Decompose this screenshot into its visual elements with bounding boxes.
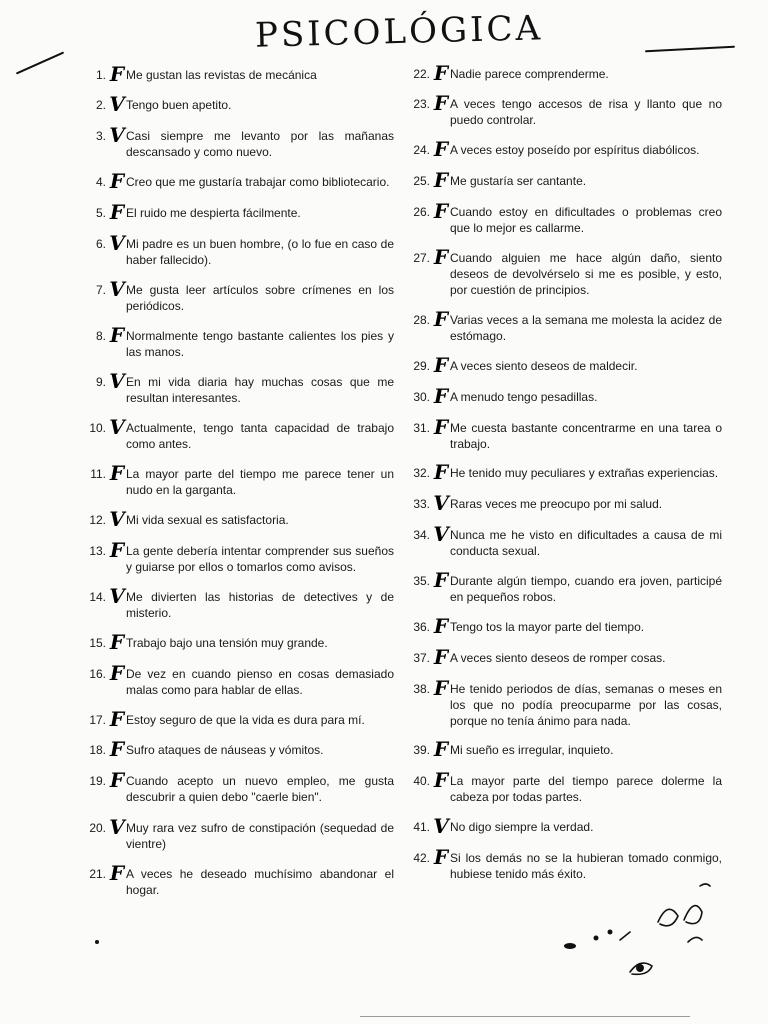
answer-mark: F — [109, 323, 125, 347]
question-text: Trabajo bajo una tensión muy grande. — [126, 636, 328, 650]
question-number: 11. — [90, 467, 106, 481]
pen-stroke-left — [16, 52, 64, 75]
answer-mark: F — [109, 62, 125, 86]
question-number: 21. — [89, 867, 106, 881]
answer-mark: V — [109, 507, 125, 531]
question-text: Creo que me gustaría trabajar como bibliotecario. — [126, 175, 390, 189]
question-number: 15. — [89, 636, 106, 650]
question-number: 31. — [413, 421, 430, 435]
question-number: 40. — [413, 774, 430, 788]
question-number: 13. — [89, 544, 106, 558]
question-text: Muy rara vez sufro de constipación (sequedad de vientre) — [126, 821, 394, 851]
question-number: 5. — [95, 206, 106, 220]
question-text: La mayor parte del tiempo parece dolerme la cabeza por todas partes. — [450, 774, 722, 804]
question-text: He tenido periodos de días, semanas o meses en los que no podía preocuparme por las cosas, porque no tenía ánimo para nada. — [450, 682, 722, 728]
question-text: Cuando estoy en dificultades o problemas creo que lo mejor es callarme. — [450, 205, 722, 235]
question-text: Me divierten las historias de detectives y de misterio. — [126, 590, 394, 620]
question-text: A menudo tengo pesadillas. — [450, 390, 598, 404]
answer-mark: F — [109, 538, 125, 562]
question-text: No digo siempre la verdad. — [450, 820, 594, 834]
question-number: 19. — [89, 774, 106, 788]
question-text: Cuando acepto un nuevo empleo, me gusta descubrir a quien debo "caerle bien". — [126, 774, 394, 804]
answer-mark: F — [109, 630, 125, 654]
question-text: Mi vida sexual es satisfactoria. — [126, 513, 289, 527]
question-text: Nunca me he visto en dificultades a causa de mi conducta sexual. — [450, 528, 722, 558]
question-text: De vez en cuando pienso en cosas demasiado malas como para hablar de ellas. — [126, 667, 394, 697]
question-number: 20. — [89, 821, 106, 835]
question-number: 18. — [89, 743, 106, 757]
page-edge-line — [360, 1016, 690, 1017]
question-text: Me cuesta bastante concentrarme en una tarea o trabajo. — [450, 421, 722, 451]
question-text: Tengo tos la mayor parte del tiempo. — [450, 620, 645, 634]
answer-mark: F — [433, 676, 449, 700]
answer-mark: F — [109, 768, 125, 792]
pen-stroke-right — [645, 46, 735, 53]
answer-mark: V — [109, 231, 125, 255]
answer-mark: V — [109, 815, 125, 839]
answer-mark: F — [433, 353, 449, 377]
answer-mark: F — [109, 200, 125, 224]
question-number: 24. — [413, 143, 430, 157]
answer-mark: F — [109, 861, 125, 885]
answer-mark: F — [433, 768, 449, 792]
question-text: Durante algún tiempo, cuando era joven, participé en pequeños robos. — [450, 574, 722, 604]
question-number: 28. — [413, 313, 430, 327]
question-text: En mi vida diaria hay muchas cosas que me resultan interesantes. — [126, 375, 394, 405]
answer-mark: V — [109, 584, 125, 608]
answer-mark: V — [109, 369, 125, 393]
answer-mark: V — [433, 814, 449, 838]
answer-mark: F — [433, 737, 449, 761]
answer-mark: F — [433, 307, 449, 331]
question-number: 34. — [413, 528, 430, 542]
question-text: Mi padre es un buen hombre, (o lo fue en caso de haber fallecido). — [126, 237, 394, 267]
question-text: Mi sueño es irregular, inquieto. — [450, 743, 614, 757]
question-text: A veces tengo accesos de risa y llanto que no puedo controlar. — [450, 97, 722, 127]
answer-mark: V — [433, 491, 449, 515]
question-number: 29. — [413, 359, 430, 373]
question-number: 10. — [89, 421, 106, 435]
answer-mark: F — [433, 415, 449, 439]
question-text: Me gustan las revistas de mecánica — [126, 68, 317, 82]
question-text: Estoy seguro de que la vida es dura para mí. — [126, 713, 365, 727]
question-number: 42. — [413, 851, 430, 865]
answer-mark: F — [433, 137, 449, 161]
question-number: 4. — [95, 175, 106, 189]
answer-mark: F — [109, 737, 125, 761]
question-text: El ruido me despierta fácilmente. — [126, 206, 301, 220]
question-text: A veces siento deseos de maldecir. — [450, 359, 638, 373]
handwritten-doodle — [560, 880, 730, 980]
question-text: A veces he deseado muchísimo abandonar el hogar. — [126, 867, 394, 897]
answer-mark: F — [433, 61, 449, 85]
answer-mark: F — [433, 199, 449, 223]
question-text: Cuando alguien me hace algún daño, siento deseos de devolvérselo si me es posible, y esto, por cuestión de principios. — [450, 251, 722, 297]
answer-mark: V — [433, 522, 449, 546]
ink-dot — [95, 940, 99, 944]
answer-mark: F — [433, 568, 449, 592]
answer-mark: V — [109, 123, 125, 147]
question-number: 3. — [95, 129, 106, 143]
answer-mark: F — [109, 707, 125, 731]
question-number: 2. — [95, 98, 106, 112]
question-text: Normalmente tengo bastante calientes los pies y las manos. — [126, 329, 394, 359]
question-text: Me gusta leer artículos sobre crímenes en los periódicos. — [126, 283, 394, 313]
question-text: La mayor parte del tiempo me parece tener un nudo en la garganta. — [126, 467, 394, 497]
question-number: 22. — [413, 67, 430, 81]
answer-mark: F — [433, 91, 449, 115]
question-number: 14. — [89, 590, 106, 604]
question-text: He tenido muy peculiares y extrañas experiencias. — [450, 466, 719, 480]
question-number: 7. — [95, 283, 106, 297]
question-text: Me gustaría ser cantante. — [450, 174, 587, 188]
answer-mark: F — [433, 614, 449, 638]
question-text: Sufro ataques de náuseas y vómitos. — [126, 743, 324, 757]
answer-mark: V — [109, 277, 125, 301]
question-number: 37. — [413, 651, 430, 665]
question-number: 1. — [95, 68, 106, 82]
question-text: Actualmente, tengo tanta capacidad de trabajo como antes. — [126, 421, 394, 451]
question-text: Tengo buen apetito. — [126, 98, 232, 112]
question-text: Nadie parece comprenderme. — [450, 67, 609, 81]
question-number: 12. — [89, 513, 106, 527]
question-number: 23. — [413, 97, 430, 111]
answer-mark: F — [433, 384, 449, 408]
question-number: 38. — [413, 682, 430, 696]
question-number: 33. — [413, 497, 430, 511]
question-number: 8. — [95, 329, 106, 343]
question-number: 39. — [413, 743, 430, 757]
question-number: 26. — [413, 205, 430, 219]
question-text: Casi siempre me levanto por las mañanas descansado y como nuevo. — [126, 129, 394, 159]
question-text: Varias veces a la semana me molesta la acidez de estómago. — [450, 313, 722, 343]
question-number: 35. — [413, 574, 430, 588]
question-number: 30. — [413, 390, 430, 404]
question-text: Raras veces me preocupo por mi salud. — [450, 497, 663, 511]
question-number: 16. — [89, 667, 106, 681]
question-number: 32. — [413, 466, 430, 480]
question-text: A veces siento deseos de romper cosas. — [450, 651, 666, 665]
question-number: 9. — [95, 375, 106, 389]
answer-mark: F — [433, 645, 449, 669]
answer-mark: V — [109, 92, 125, 116]
answer-mark: V — [109, 415, 125, 439]
question-number: 25. — [413, 174, 430, 188]
question-text: La gente debería intentar comprender sus sueños y guiarse por ellos o tomarlos como avisos. — [126, 544, 394, 574]
answer-mark: F — [433, 845, 449, 869]
question-number: 41. — [413, 820, 430, 834]
question-number: 6. — [95, 237, 106, 251]
question-text: Si los demás no se la hubieran tomado conmigo, hubiese tenido más éxito. — [450, 851, 722, 881]
answer-mark: F — [433, 460, 449, 484]
question-number: 17. — [89, 713, 106, 727]
answer-mark: F — [109, 169, 125, 193]
answer-mark: F — [109, 661, 125, 685]
question-number: 36. — [413, 620, 430, 634]
question-number: 27. — [413, 251, 430, 265]
answer-mark: F — [109, 461, 125, 485]
handwritten-title: PSICOLÓGICA — [254, 8, 544, 56]
answer-mark: F — [433, 168, 449, 192]
answer-mark: F — [433, 245, 449, 269]
question-text: A veces estoy poseído por espíritus diabólicos. — [450, 143, 700, 157]
